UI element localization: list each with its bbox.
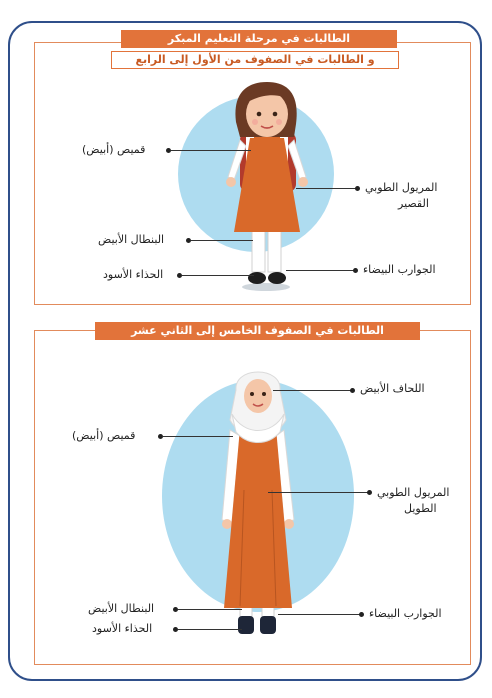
scarf-label: اللحاف الأبيض: [360, 382, 425, 395]
shirt-label: قميص (أبيض): [82, 143, 146, 156]
shoes2-label: الحذاء الأسود: [92, 622, 153, 635]
pinafore2-label-line2: الطويل: [404, 502, 437, 515]
pants2-leader-line: [178, 609, 242, 610]
section1-subtitle: و الطالبات في الصفوف من الأول إلى الرابع: [111, 51, 399, 69]
socks-marker-dot: [353, 268, 358, 273]
early-grades-illustration: [176, 82, 338, 292]
section1-title: الطالبات في مرحلة التعليم المبكر: [121, 30, 397, 48]
pinafore2-label-line1: المريول الطوبي: [377, 486, 450, 499]
socks2-label: الجوارب البيضاء: [369, 607, 442, 620]
pants2-label: البنطال الأبيض: [88, 602, 155, 615]
shoes-label: الحذاء الأسود: [103, 268, 164, 281]
scarf-marker-dot: [350, 388, 355, 393]
socks2-leader-line: [278, 614, 360, 615]
pinafore-marker-dot: [355, 186, 360, 191]
shoes-leader-line: [182, 275, 254, 276]
socks2-marker-dot: [359, 612, 364, 617]
shirt-leader-line: [171, 150, 251, 151]
pants-leader-line: [191, 240, 253, 241]
pinafore2-marker-dot: [367, 490, 372, 495]
scarf-leader-line: [273, 390, 351, 391]
upper-grades-illustration: [148, 370, 368, 640]
pinafore-label-line1: المريول الطوبي: [365, 181, 438, 194]
section2-title: الطالبات في الصفوف الخامس إلى الثاني عشر: [95, 322, 420, 340]
pants-label: البنطال الأبيض: [98, 233, 165, 246]
shirt2-leader-line: [163, 436, 233, 437]
pinafore-leader-line: [296, 188, 356, 189]
socks-label: الجوارب البيضاء: [363, 263, 436, 276]
shoes2-leader-line: [178, 629, 242, 630]
pinafore2-leader-line: [268, 492, 368, 493]
socks-leader-line: [286, 270, 354, 271]
shirt2-label: قميص (أبيض): [72, 429, 136, 442]
pinafore-label-line2: القصير: [398, 197, 429, 210]
